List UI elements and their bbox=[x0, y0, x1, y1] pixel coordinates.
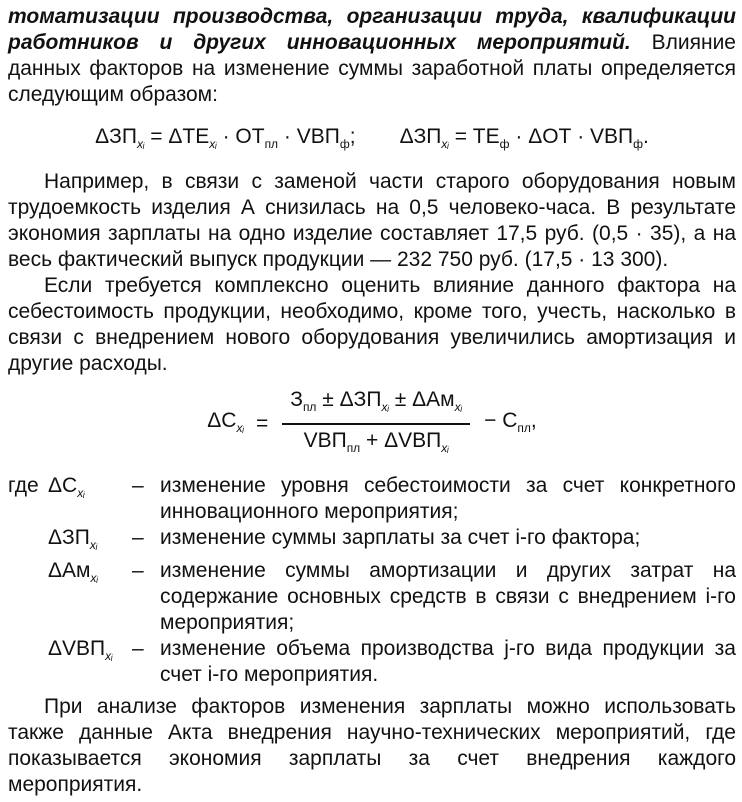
definition-text: изменение суммы амортизации и других затрат на содержание основных средств в связи с внедрением i-го мероприятия; bbox=[160, 559, 736, 634]
fraction-numerator: $З_{пл} \pm \Delta ЗП_{xᵢ} \pm \Delta Ам_{xᵢ}$ bbox=[282, 387, 470, 425]
formula-equals: = bbox=[255, 412, 269, 435]
fraction-denominator: $VВП_{пл} + \Delta VВП_{xᵢ}$ bbox=[303, 429, 449, 455]
definition-dash: – bbox=[132, 559, 144, 582]
intro-paragraph bbox=[8, 4, 736, 108]
definitions-list bbox=[8, 473, 736, 688]
definition-dash: – bbox=[132, 526, 144, 549]
formula-zp-by-labor: $\Delta ЗП_{xᵢ} = \Delta ТЕ_{xᵢ} \cdot ОТ_{пл} \cdot VВП_ф$; bbox=[95, 125, 356, 151]
definition-symbol: $\Delta ЗП_{xᵢ}$ bbox=[48, 526, 98, 552]
complex-paragraph: Если требуется комплексно оценить влияние данного фактора на себестоимость продукции, необходимо, кроме того, учесть, насколько в связи с внедрением нового оборудования увеличились амортизация и другие расходы. bbox=[8, 274, 736, 375]
example-paragraph: Например, в связи с заменой части старого оборудования новым трудоемкость изделия А снизилась на 0,5 человеко-часа. В результате экономия зарплаты на одно изделие составляет 17,5 руб. (0,5 · 35), а на весь фактический выпуск продукции — 232 750 руб. (17,5 · 13 300). bbox=[8, 170, 736, 271]
formula-row-1 bbox=[8, 124, 736, 157]
formula-fraction bbox=[282, 387, 470, 461]
definition-text: изменение уровня себестоимости за счет конкретного инновационного мероприятия; bbox=[160, 474, 736, 523]
definition-symbol: $\Delta C_{xᵢ}$ bbox=[48, 474, 85, 500]
formula-minus-term: − $С_{пл}$, bbox=[484, 408, 537, 435]
intro-bold-italic: томатизации производства, организации труда, квалификации работников и других инновационных мероприятий. bbox=[8, 5, 736, 54]
definition-text: изменение объема производства j-го вида продукции за счет i-го мероприятия. bbox=[160, 637, 736, 686]
page bbox=[8, 4, 736, 798]
definition-row bbox=[8, 558, 736, 636]
formula-cost-change bbox=[8, 387, 736, 461]
definition-row bbox=[8, 525, 736, 558]
intro-rest: Влияние данных факторов на изменение суммы заработной платы определяется следующим образом: bbox=[8, 31, 736, 106]
definition-dash: – bbox=[132, 637, 144, 660]
definition-dash: – bbox=[132, 474, 144, 497]
act-paragraph: При анализе факторов изменения зарплаты можно использовать также данные Акта внедрения научно-технических мероприятий, где показывается экономия зарплаты за счет внедрения каждого мероприятия. bbox=[8, 695, 736, 796]
definition-row bbox=[8, 636, 736, 688]
definition-symbol: ΔАм$_{xᵢ}$ bbox=[48, 559, 98, 585]
definition-row bbox=[8, 473, 736, 525]
formula-zp-by-pay: $\Delta ЗП_{xᵢ} = ТЕ_ф \cdot \Delta ОТ \cdot VВП_ф$. bbox=[399, 125, 649, 151]
definition-symbol: $\Delta VВП_{xᵢ}$ bbox=[48, 637, 113, 663]
definitions-lead: где bbox=[8, 474, 39, 497]
formula-lhs: $\Delta C_{xᵢ}$ bbox=[207, 408, 244, 435]
definition-text: изменение суммы зарплаты за счет i-го фактора; bbox=[160, 526, 641, 549]
